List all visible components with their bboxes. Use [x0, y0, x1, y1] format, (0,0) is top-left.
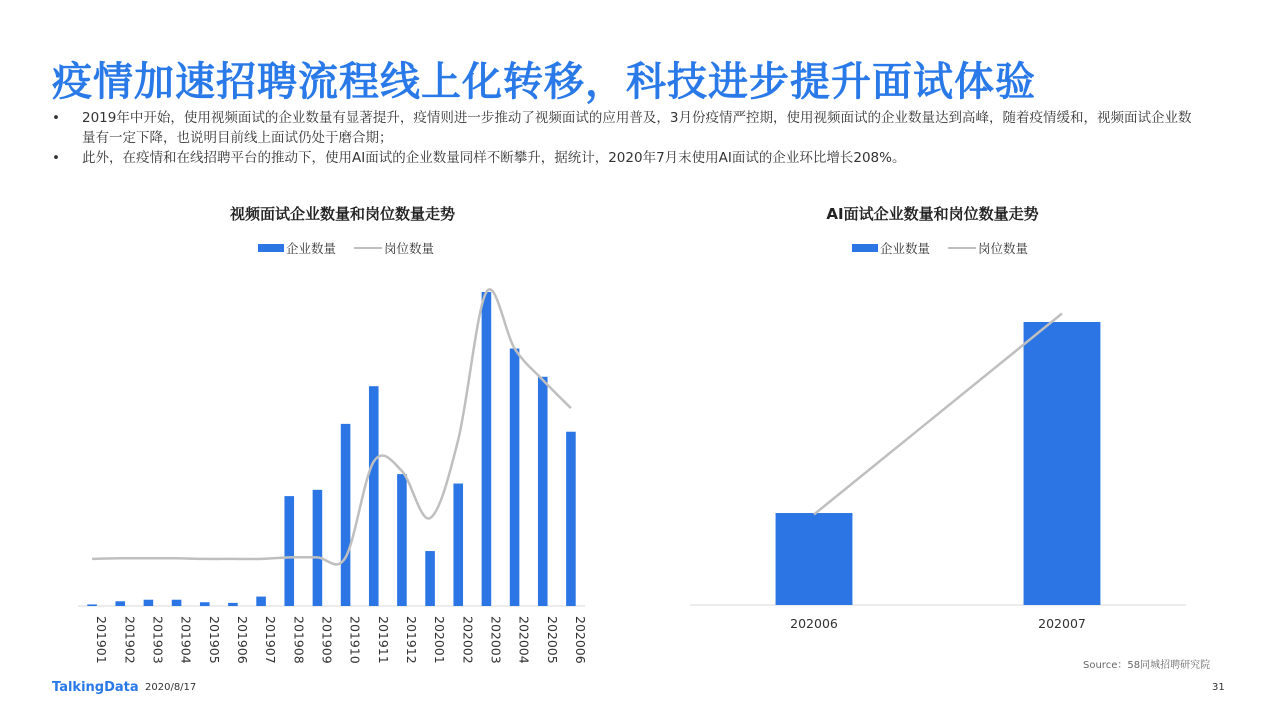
x-tick-label: 202005 — [544, 616, 560, 664]
x-tick-label: 201909 — [319, 616, 335, 664]
page-title: 疫情加速招聘流程线上化转移，科技进步提升面试体验 — [52, 59, 1036, 105]
bar-201902 — [115, 601, 125, 606]
legend-bar-swatch — [852, 244, 878, 252]
bar-201903 — [144, 600, 154, 606]
bar-201907 — [256, 597, 266, 606]
bullet-text: 此外，在疫情和在线招聘平台的推动下，使用AI面试的企业数量同样不断攀升，据统计，2020年7月末使用AI面试的企业环比增长208%。 — [82, 150, 906, 166]
bullet-dot: • — [52, 110, 60, 126]
line-series-positions — [92, 289, 571, 564]
x-tick-label: 201902 — [122, 616, 138, 664]
x-tick-label: 202002 — [460, 616, 476, 664]
x-tick-label: 201901 — [94, 616, 110, 664]
page-number: 31 — [1212, 682, 1225, 693]
bar-201912 — [397, 474, 407, 606]
legend-line-swatch — [948, 247, 976, 249]
legend-bar-label: 企业数量 — [286, 241, 337, 256]
bullet-dot: • — [52, 150, 60, 166]
x-tick-label: 201906 — [234, 616, 250, 664]
bar-202001 — [425, 551, 435, 606]
ai-chart-title: AI面试企业数量和岗位数量走势 — [826, 205, 1039, 223]
legend-line-label: 岗位数量 — [384, 241, 435, 256]
bar-201909 — [313, 490, 323, 606]
x-tick-label: 201910 — [347, 616, 363, 664]
bar-201901 — [87, 604, 97, 606]
bar-201906 — [228, 603, 238, 606]
bar-202006 — [566, 432, 576, 606]
x-tick-label: 201903 — [150, 616, 166, 664]
bullet-text: 2019年中开始，使用视频面试的企业数量有显著提升，疫情则进一步推动了视频面试的应用普及，3月份疫情严控期，使用视频面试的企业数量达到高峰，随着疫情缓和，视频面试企业数量有一定下降，也说明目前线上面试仍处于磨合期； — [82, 110, 1192, 146]
x-tick-label: 202004 — [516, 616, 532, 664]
bar-202003 — [482, 292, 492, 606]
bar-201908 — [284, 496, 294, 606]
footer-date: 2020/8/17 — [145, 682, 197, 693]
bar-202004 — [510, 349, 520, 606]
video-chart-title: 视频面试企业数量和岗位数量走势 — [229, 205, 455, 223]
ai-chart-legend — [852, 239, 1028, 257]
talkingdata-logo: TalkingData — [52, 680, 139, 695]
x-tick-label: 202006 — [572, 616, 588, 664]
bar-202005 — [538, 377, 548, 606]
legend-line-label: 岗位数量 — [978, 241, 1029, 256]
x-tick-label: 201912 — [403, 616, 419, 664]
x-tick-label: 202007 — [1038, 616, 1086, 631]
x-tick-label: 202003 — [488, 616, 504, 664]
x-tick-label: 201911 — [375, 616, 391, 664]
bar-201905 — [200, 602, 210, 606]
x-tick-label: 202001 — [432, 616, 448, 664]
x-tick-label: 201908 — [291, 616, 307, 664]
x-tick-label: 202006 — [790, 616, 838, 631]
x-tick-label: 201905 — [206, 616, 222, 664]
source-note: Source：58同城招聘研究院 — [1083, 660, 1211, 671]
bar-201911 — [369, 386, 379, 606]
bar-201904 — [172, 600, 182, 606]
x-tick-label: 201907 — [263, 616, 279, 664]
legend-bar-label: 企业数量 — [880, 241, 931, 256]
bar-202002 — [453, 484, 463, 606]
bar-201910 — [341, 424, 351, 606]
x-tick-label: 201904 — [178, 616, 194, 664]
